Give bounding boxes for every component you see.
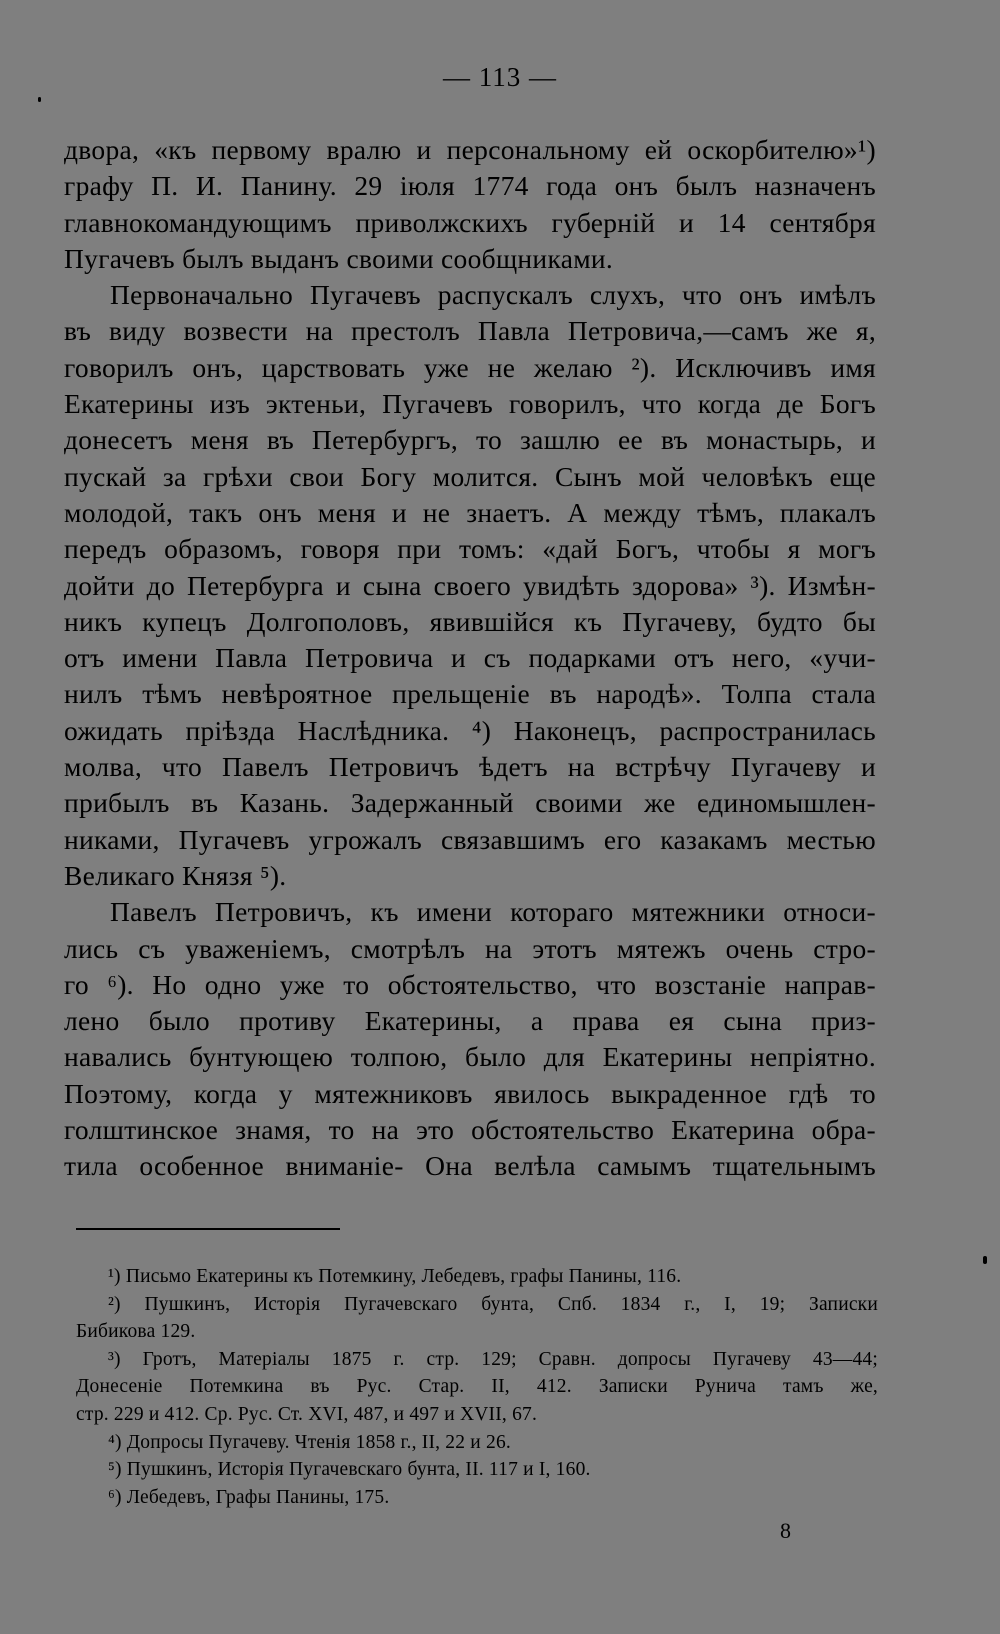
text-line: голштинское знамя, то на это обстоятельство Екатерина обра- — [64, 1114, 876, 1146]
footnote-line: ³) Гротъ, Матеріалы 1875 г. стр. 129; Сравн. допросы Пугачеву 43—44; — [108, 1348, 878, 1370]
signature-mark: 8 — [780, 1518, 791, 1543]
text-line: двора, «къ первому вралю и персональному ей оскорбителю»¹) — [64, 134, 876, 165]
text-line: главнокомандующимъ приволжскихъ губерній и 14 сентября — [64, 206, 876, 238]
text-line: никъ купецъ Долгополовъ, явившійся къ Пугачеву, будто бы — [64, 605, 876, 637]
text-line: дойти до Петербурга и сына своего увидѣть здорова» ³). Измѣн- — [64, 569, 876, 601]
footnote-divider — [76, 1228, 340, 1230]
text-line: тила особенное вниманіе- Она велѣла самымъ тщательнымъ — [64, 1150, 876, 1182]
text-line: Поэтому, когда у мятежниковъ явилось выкраденное гдѣ то — [64, 1077, 876, 1109]
footnotes — [76, 1263, 878, 1511]
text-line: прибылъ въ Казань. Задержанный своими же единомышлен- — [64, 787, 876, 819]
text-line: Пугачевъ былъ выданъ своими сообщниками. — [64, 242, 614, 274]
paragraph-start-line: Первоначально Пугачевъ распускалъ слухъ, что онъ имѣлъ — [110, 279, 876, 311]
text-line: никами, Пугачевъ угрожалъ связавшимъ его казакамъ местью — [64, 823, 876, 855]
text-line: пускай за грѣхи свои Богу молится. Сынъ мой человѣкъ еще — [64, 460, 876, 492]
text-line: го ⁶). Но одно уже то обстоятельство, что возстаніе направ- — [64, 968, 876, 1000]
text-line: въ виду возвести на престолъ Павла Петровича,—самъ же я, — [64, 315, 876, 347]
text-line: графу П. И. Панину. 29 іюля 1774 года онъ былъ назначенъ — [64, 170, 876, 202]
text-line: Екатерины изъ эктеньи, Пугачевъ говорилъ, что когда де Богъ — [64, 388, 876, 420]
main-text — [64, 132, 876, 1185]
footnote-line: Донесеніе Потемкина въ Рус. Стар. II, 412. Записки Рунича тамъ же, — [76, 1376, 878, 1398]
ink-speck — [983, 1256, 987, 1264]
footnote-line: стр. 229 и 412. Ср. Рус. Ст. XVI, 487, и 497 и XVII, 67. — [76, 1403, 538, 1425]
text-line: Великаго Князя ⁵). — [64, 859, 287, 891]
text-line: молодой, такъ онъ меня и не знаетъ. А между тѣмъ, плакалъ — [64, 496, 876, 528]
text-line: отъ имени Павла Петровича и съ подарками отъ него, «учи- — [64, 642, 876, 674]
footnote-line: ⁶) Лебедевъ, Графы Панины, 175. — [108, 1486, 390, 1508]
footnote-line: ¹) Письмо Екатерины къ Потемкину, Лебедевъ, графы Панины, 116. — [108, 1266, 682, 1287]
text-line: лись съ уваженіемъ, смотрѣлъ на этотъ мятежъ очень стро- — [64, 932, 876, 964]
text-line: передъ образомъ, говоря при томъ: «дай Богъ, чтобы я могъ — [64, 533, 876, 565]
footnote-line: Бибикова 129. — [76, 1321, 196, 1343]
text-line: донесетъ меня въ Петербургъ, то зашлю ее въ монастырь, и — [64, 424, 876, 456]
text-line: ожидать пріѣзда Наслѣдника. ⁴) Наконецъ, распространилась — [64, 714, 876, 746]
text-line: молва, что Павелъ Петровичъ ѣдетъ на встрѣчу Пугачеву и — [64, 751, 876, 783]
text-line: нилъ тѣмъ невѣроятное прельщеніе въ народѣ». Толпа стала — [64, 678, 876, 710]
footnote-line: ⁴) Допросы Пугачеву. Чтенія 1858 г., II, 22 и 26. — [108, 1431, 511, 1453]
text-line: навались бунтующею толпою, было для Екатерины непріятно. — [64, 1041, 876, 1073]
footnote-line: ⁵) Пушкинъ, Исторія Пугачевскаго бунта, II. 117 и I, 160. — [108, 1459, 591, 1481]
text-line: лено было противу Екатерины, а права ея сына приз- — [64, 1005, 876, 1037]
text-line: говорилъ онъ, царствовать уже не желаю ²). Исключивъ имя — [64, 351, 876, 383]
page-number: — 113 — — [443, 62, 557, 92]
ink-speck — [38, 97, 41, 102]
footnote-line: ²) Пушкинъ, Исторія Пугачевскаго бунта, Спб. 1834 г., I, 19; Записки — [108, 1293, 878, 1315]
paragraph-start-line: Павелъ Петровичъ, къ имени котораго мятежники относи- — [110, 896, 876, 928]
